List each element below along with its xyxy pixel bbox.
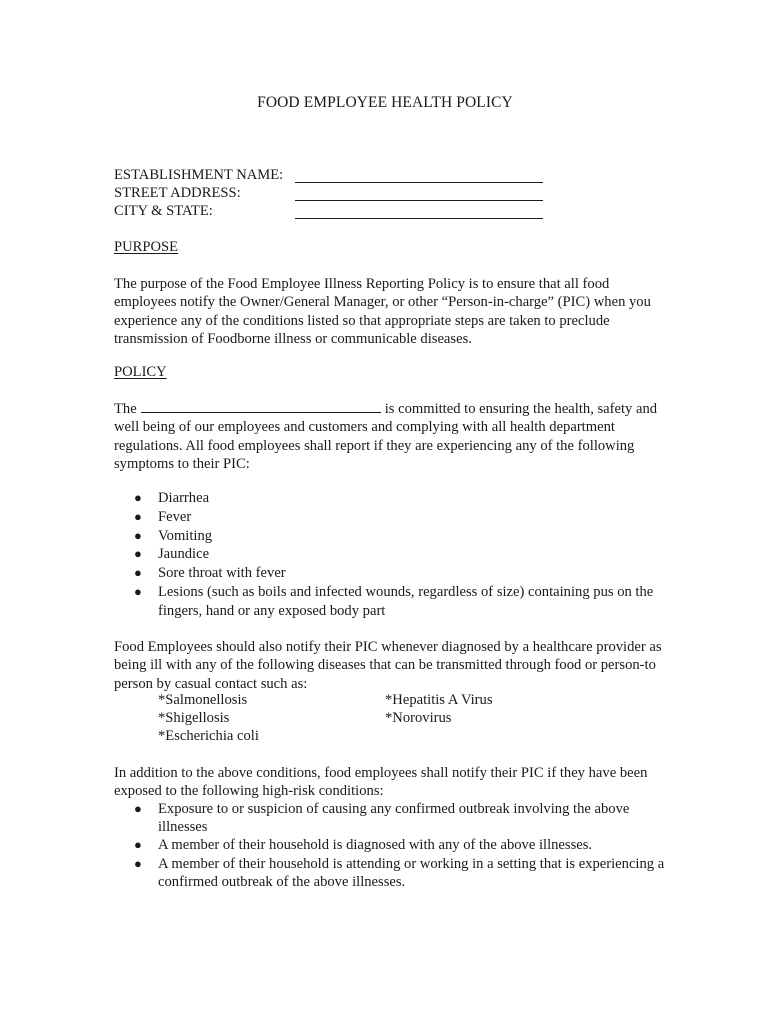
exposures-list	[114, 800, 674, 891]
bullet-icon: ●	[134, 546, 142, 562]
policy-intro-suffix: is committed to ensuring the health, safety and well being of our employees and customers and complying with all health department regulations. All food employees shall report if they are experiencing any of the following symptoms to their PIC:	[114, 401, 658, 473]
disease-row	[158, 728, 578, 746]
list-item: ● A member of their household is attending or working in a setting that is experiencing a confirmed outbreak of the above illnesses.	[134, 855, 665, 890]
bullet-icon: ●	[134, 490, 142, 505]
page-title: FOOD EMPLOYEE HEALTH POLICY	[257, 94, 513, 111]
list-item: ● Sore throat with fever	[134, 565, 286, 582]
symptoms-list	[114, 489, 674, 621]
establishment-fields	[114, 167, 554, 221]
policy-heading: POLICY	[114, 364, 167, 380]
street-address-blank[interactable]	[295, 200, 543, 201]
purpose-paragraph: The purpose of the Food Employee Illness Reporting Policy is to ensure that all food employees notify the Owner/General Manager, or other “Person-in-charge” (PIC) when you experience any of the conditions listed so that appropriate steps are taken to preclude transmission of Foodborne illness or communicable diseases.	[114, 276, 651, 348]
bullet-icon: ●	[134, 801, 142, 816]
list-item: ● Lesions (such as boils and infected wounds, regardless of size) containing pus on the fingers, hand or any exposed body part	[134, 583, 654, 619]
list-item: ● Exposure to or suspicion of causing any confirmed outbreak involving the above illnesses	[134, 801, 630, 836]
disease-norovirus: *Norovirus	[385, 710, 452, 727]
establishment-name-row	[114, 167, 554, 185]
establishment-blank-inline[interactable]	[141, 399, 381, 413]
city-state-label: CITY & STATE:	[114, 203, 213, 219]
establishment-name-blank[interactable]	[295, 182, 543, 183]
bullet-icon: ●	[134, 837, 142, 853]
list-item: ● Vomiting	[134, 527, 213, 544]
diseases-grid	[158, 692, 578, 747]
bullet-icon: ●	[134, 565, 142, 581]
city-state-blank[interactable]	[295, 218, 543, 219]
policy-intro-prefix: The	[114, 401, 137, 417]
list-item: ● Fever	[134, 508, 192, 525]
disease-row	[158, 692, 578, 710]
disease-hepatitis-a: *Hepatitis A Virus	[385, 692, 493, 708]
disease-shigellosis: *Shigellosis	[158, 710, 230, 727]
disease-row	[158, 710, 578, 728]
list-item: ● Jaundice	[134, 546, 210, 563]
list-item: ● Diarrhea	[134, 490, 210, 506]
diseases-intro-paragraph: Food Employees should also notify their PIC whenever diagnosed by a healthcare provider as being ill with any of the following diseases that can be transmitted through food or person-to person by casual contact such as:	[114, 639, 662, 692]
policy-intro-paragraph	[114, 399, 674, 474]
disease-e-coli: *Escherichia coli	[158, 728, 259, 745]
establishment-name-label: ESTABLISHMENT NAME:	[114, 167, 284, 183]
bullet-icon: ●	[134, 583, 142, 599]
purpose-heading: PURPOSE	[114, 239, 179, 255]
exposure-intro-paragraph: In addition to the above conditions, food employees shall notify their PIC if they have been exposed to the following high-risk conditions:	[114, 765, 648, 800]
street-address-label: STREET ADDRESS:	[114, 185, 241, 201]
disease-salmonellosis: *Salmonellosis	[158, 692, 248, 708]
list-item: ● A member of their household is diagnosed with any of the above illnesses.	[134, 837, 593, 854]
city-state-row	[114, 203, 554, 221]
street-address-row	[114, 185, 554, 203]
bullet-icon: ●	[134, 527, 142, 543]
bullet-icon: ●	[134, 855, 142, 871]
bullet-icon: ●	[134, 508, 142, 524]
